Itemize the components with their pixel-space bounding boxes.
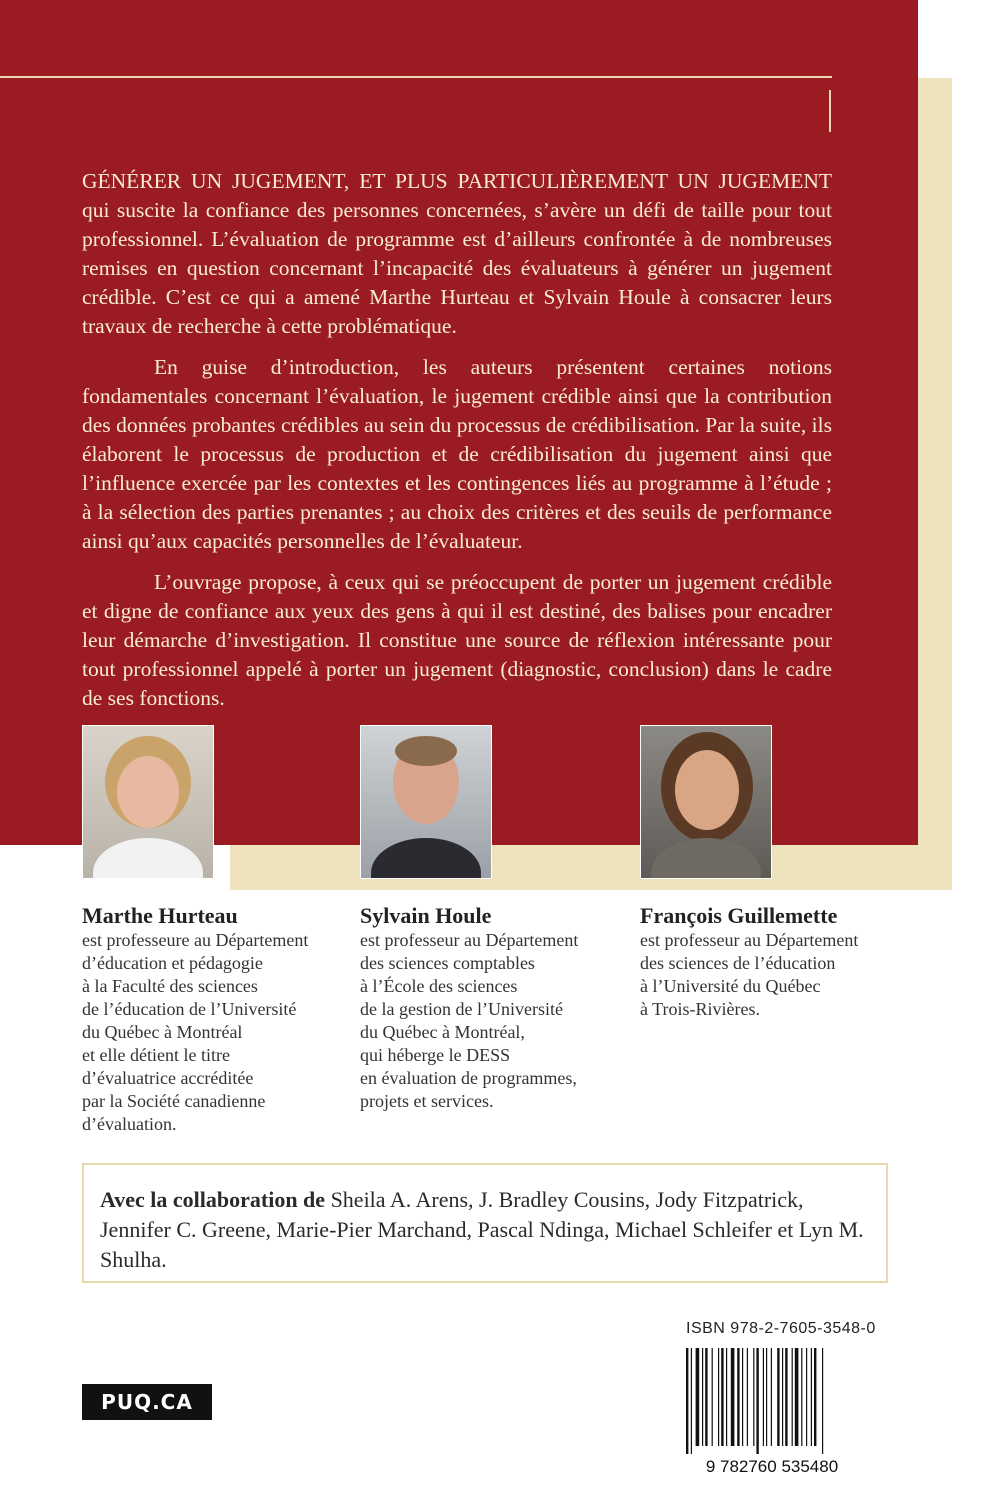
author-bio-line: d’évaluation. [82,1114,177,1134]
collaboration-names: Sheila A. Arens, J. Bradley Cousins, Jody Fitzpatrick, Jennifer C. Greene, Marie-Pier Marchand, Pascal Ndinga, Michael Schleifer et Lyn M. Shulha. [100,1187,864,1272]
barcode-bar [686,1348,688,1454]
barcode-bar [801,1348,802,1446]
barcode-bar [696,1348,700,1446]
back-cover-summary [82,167,832,725]
barcode-bar [705,1348,707,1446]
summary-paragraph-1: GÉNÉRER UN JUGEMENT, ET PLUS PARTICULIÈREMENT UN JUGEMENT qui suscite la confiance des personnes concernées, s’avère un défi de taille pour tout professionnel. L’évaluation de programme est d’ailleurs confrontée à de nombreuses remises en question concernant l’incapacité des évaluateurs à générer un jugement crédible. C’est ce qui a amené Marthe Hurteau et Sylvain Houle à consacrer leurs travaux de recherche à cette problématique. [82,169,832,338]
authors-section [0,725,1000,1135]
author-bio-line: par la Société canadienne [82,1091,266,1111]
barcode-bar [721,1348,723,1446]
author-card-guillemette [640,725,910,1021]
author-name: Marthe Hurteau [82,903,238,928]
author-bio-line: du Québec à Montréal [82,1022,243,1042]
author-bio-line: projets et services. [360,1091,494,1111]
barcode-bar [747,1348,748,1446]
summary-paragraph-3: L’ouvrage propose, à ceux qui se préoccupent de porter un jugement crédible et digne de confiance aux yeux des gens à qui il est destiné, des balises pour encadrer leur démarche d’investigation. Il constitue une source de réflexion intéressante pour tout professionnel appelé à porter un jugement (diagnostic, conclusion) dans le cadre de ses fonctions. [82,570,832,710]
author-bio-line: en évaluation de programmes, [360,1068,577,1088]
author-photo [640,725,772,879]
author-bio [640,929,910,1021]
author-bio-line: à l’Université du Québec [640,976,821,996]
barcode-bar [737,1348,739,1446]
author-bio-line: de l’éducation de l’Université [82,999,297,1019]
author-bio-line: à la Faculté des sciences [82,976,258,996]
publisher-logo: PUQ.CA [82,1384,212,1420]
barcode-bars [686,1348,823,1454]
author-bio-line: des sciences comptables [360,953,535,973]
collaboration-box [82,1163,888,1283]
author-photo [360,725,492,879]
author-bio-line: à l’École des sciences [360,976,518,996]
author-card-hurteau [82,725,352,1136]
barcode-bar [785,1348,787,1446]
barcode-bar [792,1348,793,1446]
barcode-bar [731,1348,735,1446]
barcode-bar [756,1348,758,1454]
author-bio-line: et elle détient le titre [82,1045,230,1065]
author-name: Sylvain Houle [360,903,492,928]
isbn-label: ISBN 978-2-7605-3548-0 [686,1320,876,1337]
barcode-bar [777,1348,779,1446]
barcode-bar [726,1348,727,1446]
vertical-rule [829,90,831,132]
author-card-houle [360,725,630,1113]
barcode-bar [771,1348,772,1446]
author-bio-line: est professeure au Département [82,930,309,950]
barcode-bar [763,1348,764,1446]
barcode-bar [718,1348,719,1446]
author-name: François Guillemette [640,903,838,928]
author-bio-line: est professeur au Département [360,930,579,950]
horizontal-rule [0,76,832,78]
barcode-bar [806,1348,807,1446]
barcode-bar [811,1348,812,1446]
barcode-bar [742,1348,743,1446]
author-bio-line: est professeur au Département [640,930,859,950]
barcode-number: 9 782760 535480 [705,1457,839,1476]
collaboration-lead: Avec la collaboration de [100,1187,326,1212]
author-bio [82,929,352,1136]
barcode-bar [822,1348,823,1454]
author-bio-line: d’éducation et pédagogie [82,953,263,973]
barcode-bar [782,1348,783,1446]
author-photo [82,725,214,879]
author-bio-line: de la gestion de l’Université [360,999,563,1019]
barcode-bar [712,1348,713,1446]
barcode-bar [753,1348,754,1446]
barcode-bar [691,1348,692,1454]
author-bio-line: des sciences de l’éducation [640,953,836,973]
author-bio-line: à Trois-Rivières. [640,999,761,1019]
barcode-bar [814,1348,816,1446]
barcode-bar [702,1348,703,1446]
summary-paragraph-2: En guise d’introduction, les auteurs présentent certaines notions fondamentales concernant l’évaluation, le jugement crédible ainsi que la contribution des données probantes crédibles au sein du processus de crédibilisation. Par la suite, ils élaborent le processus de production et de crédibilisation du jugement ainsi que l’influence exercée par les contextes et les contingences liés au programme à l’étude ; à la sélection des parties prenantes ; au choix des critères et des seuils de performance ainsi qu’aux capacités personnelles de l’évaluateur. [82,355,832,553]
author-bio [360,929,630,1113]
barcode [682,1346,862,1476]
author-bio-line: du Québec à Montréal, [360,1022,525,1042]
author-bio-line: d’évaluatrice accréditée [82,1068,254,1088]
barcode-bar [795,1348,799,1446]
author-bio-line: qui héberge le DESS [360,1045,511,1065]
barcode-bar [766,1348,767,1446]
